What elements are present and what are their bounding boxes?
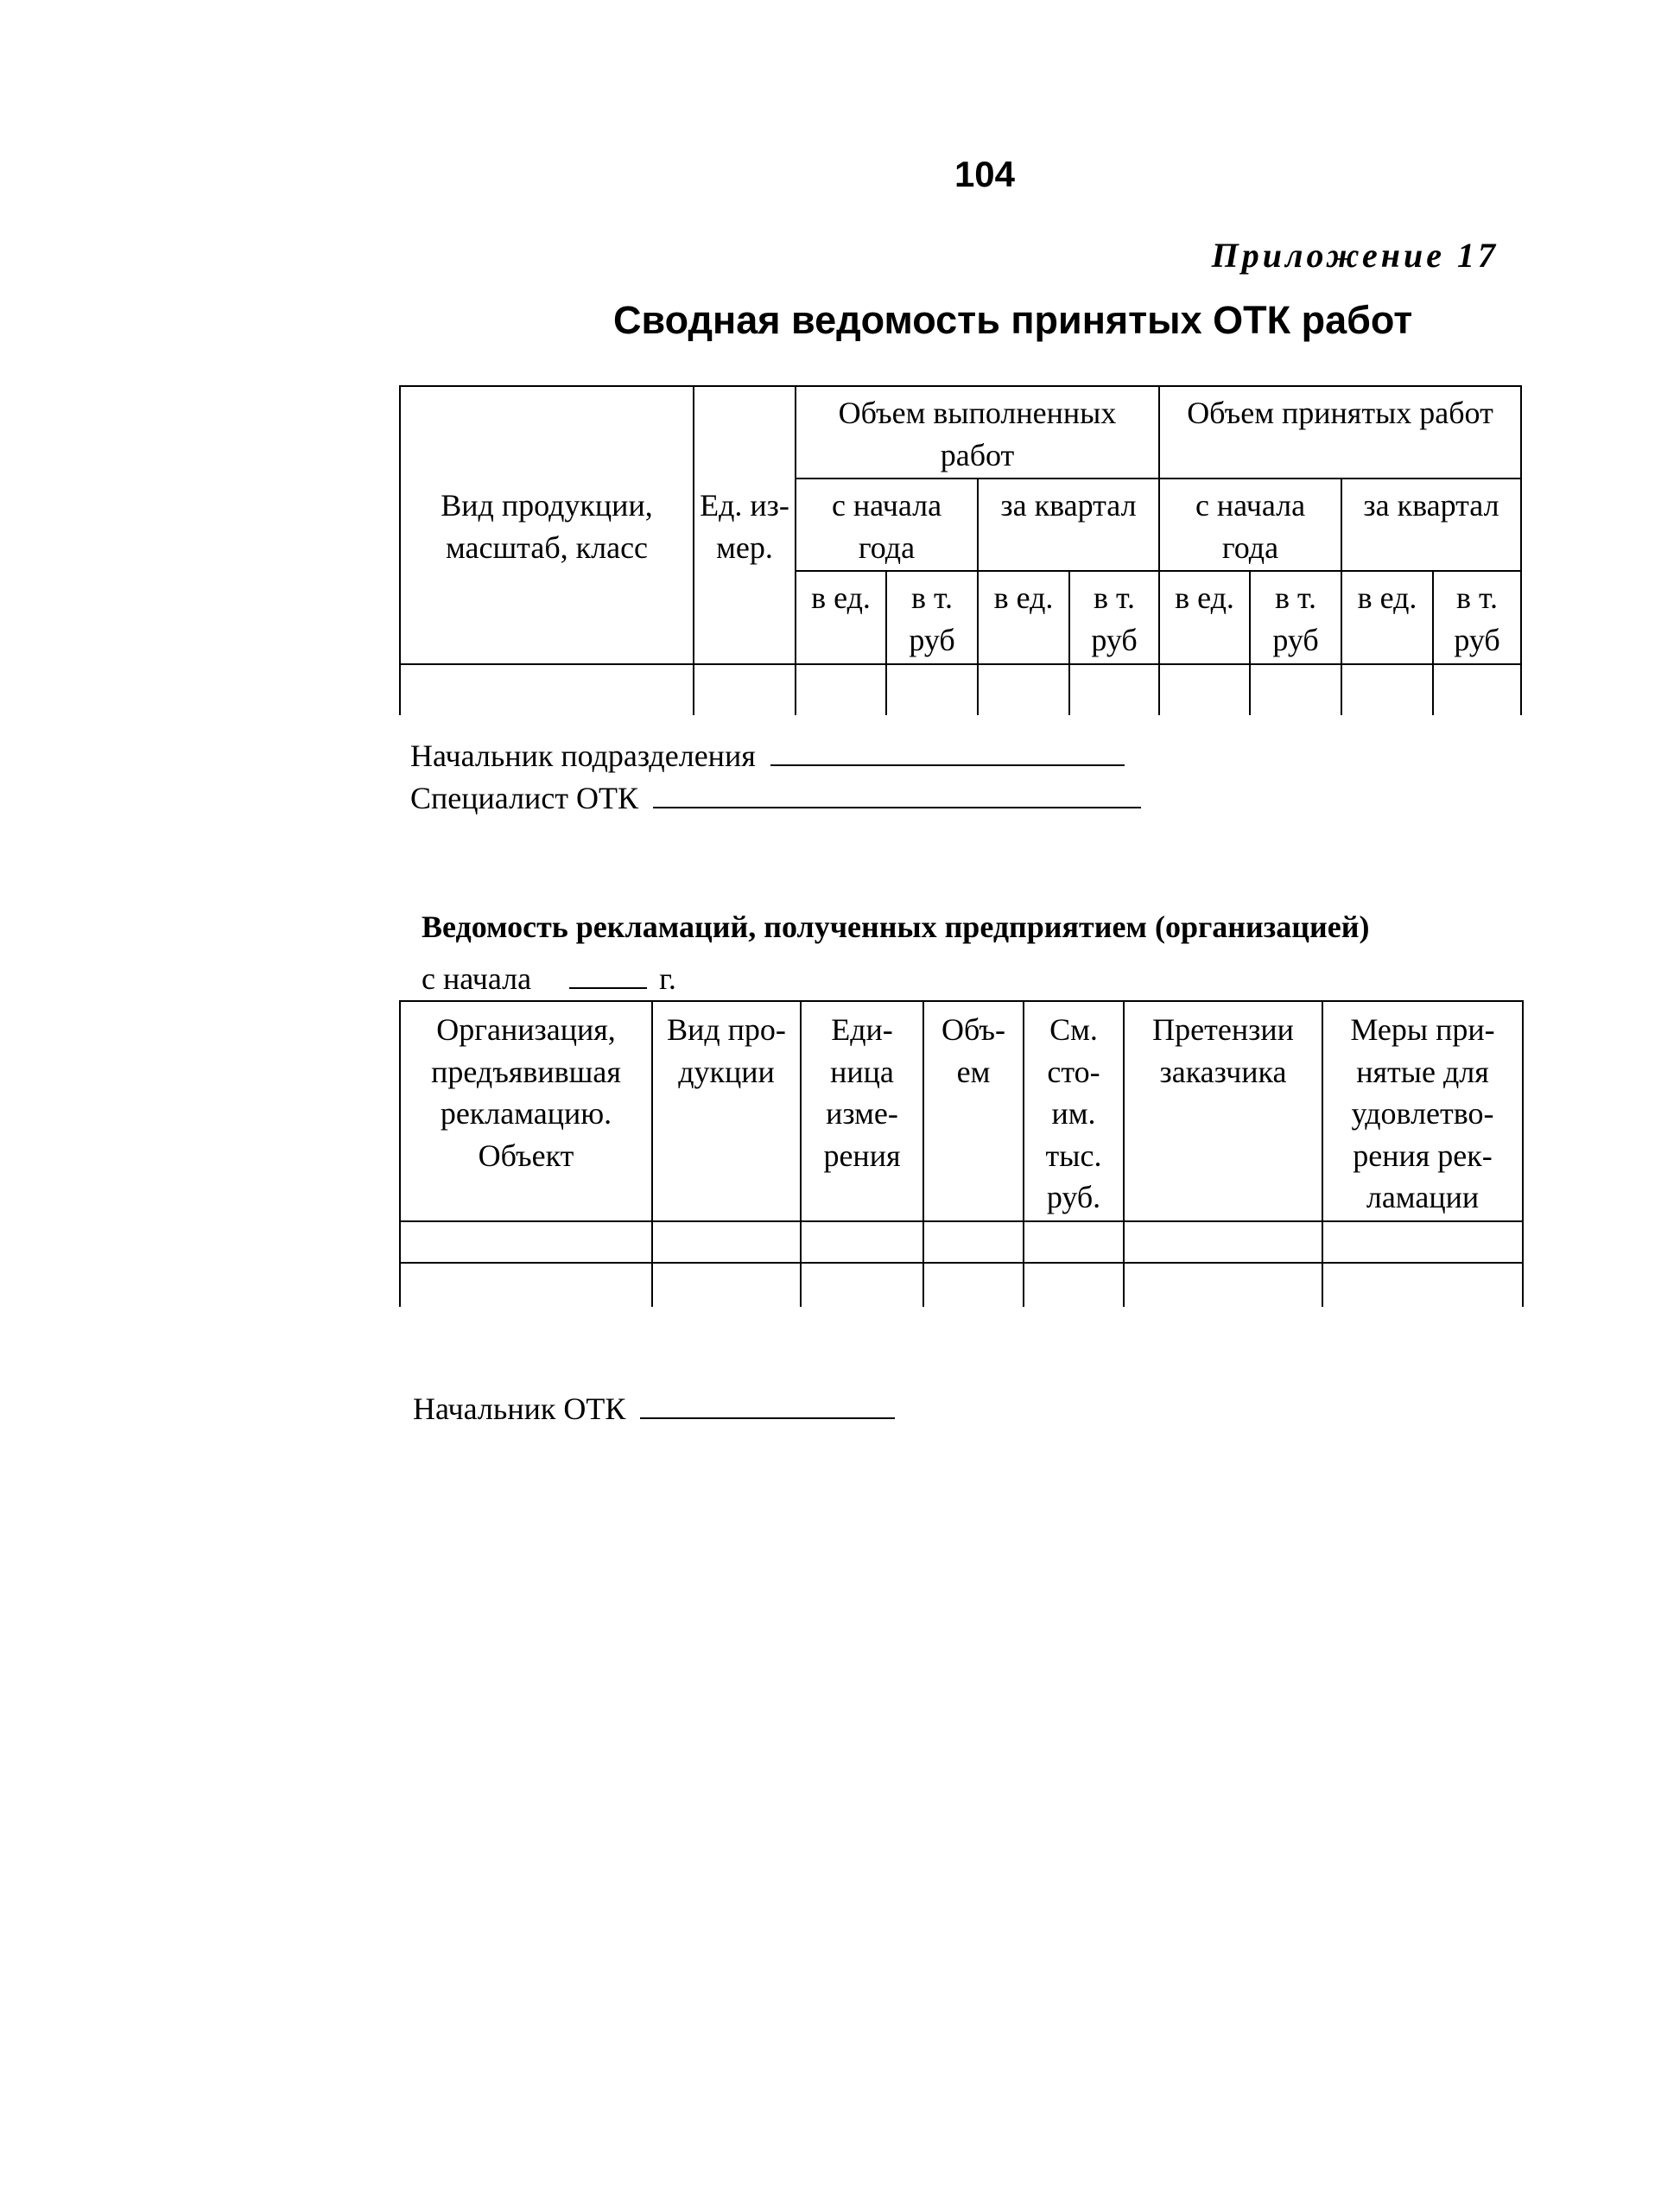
- table-cell[interactable]: [923, 1263, 1024, 1307]
- header-in-thousand-rub: в т. руб: [1069, 571, 1159, 663]
- table-cell[interactable]: [1024, 1221, 1124, 1263]
- year-suffix: г.: [659, 961, 676, 996]
- table-row: [400, 1221, 1523, 1263]
- table-cell[interactable]: [801, 1221, 923, 1263]
- header-in-thousand-rub: в т. руб: [886, 571, 978, 663]
- header-claims: Претензии заказчика: [1124, 1001, 1322, 1221]
- table-cell[interactable]: [1124, 1263, 1322, 1307]
- year-blank[interactable]: [569, 986, 647, 989]
- header-in-units: в ед.: [978, 571, 1069, 663]
- table-cell[interactable]: [1250, 664, 1341, 715]
- table-cell[interactable]: [400, 664, 694, 715]
- signature-otk-specialist: [410, 780, 1141, 816]
- header-unit: Еди-ница изме-рения: [801, 1001, 923, 1221]
- claims-table: [399, 1000, 1524, 1307]
- table-cell[interactable]: [1124, 1221, 1322, 1263]
- table-cell[interactable]: [796, 664, 886, 715]
- form2-title: Ведомость рекламаций, полученных предприятием (организацией): [422, 910, 1370, 944]
- table-cell[interactable]: [1024, 1263, 1124, 1307]
- header-done-from-year-start: с начала года: [796, 479, 978, 571]
- header-in-thousand-rub: в т. руб: [1433, 571, 1521, 663]
- signature-line[interactable]: [653, 806, 1141, 808]
- table-cell[interactable]: [978, 664, 1069, 715]
- acceptance-summary-table: [399, 385, 1522, 715]
- header-cost: См. сто-им. тыс. руб.: [1024, 1001, 1124, 1221]
- table-cell[interactable]: [652, 1263, 801, 1307]
- header-accepted-per-quarter: за квартал: [1341, 479, 1521, 571]
- header-product-type: Вид про-дукции: [652, 1001, 801, 1221]
- table-cell[interactable]: [400, 1221, 652, 1263]
- header-row: [400, 1001, 1523, 1221]
- signature-label: Специалист ОТК: [410, 781, 639, 815]
- header-in-units: в ед.: [796, 571, 886, 663]
- table-cell[interactable]: [1433, 664, 1521, 715]
- table-cell[interactable]: [1159, 664, 1250, 715]
- signature-line[interactable]: [770, 764, 1125, 766]
- table-row: [400, 1263, 1523, 1307]
- header-row-1: [400, 386, 1521, 479]
- header-volume: Объ-ем: [923, 1001, 1024, 1221]
- header-organization: Организация, предъявившая рекламацию. Объект: [400, 1001, 652, 1221]
- since-line: [422, 960, 676, 997]
- signature-label: Начальник ОТК: [413, 1391, 626, 1426]
- table-cell[interactable]: [1322, 1263, 1523, 1307]
- table-cell[interactable]: [652, 1221, 801, 1263]
- table-cell[interactable]: [801, 1263, 923, 1307]
- table-cell[interactable]: [886, 664, 978, 715]
- signature-head-of-unit: [410, 738, 1125, 774]
- signature-line[interactable]: [640, 1417, 895, 1419]
- table-cell[interactable]: [1069, 664, 1159, 715]
- signature-label: Начальник подразделения: [410, 738, 756, 773]
- appendix-label: Приложение 17: [1211, 236, 1499, 275]
- header-accepted-from-year-start: с начала года: [1159, 479, 1341, 571]
- table-cell[interactable]: [400, 1263, 652, 1307]
- header-accepted-volume: Объем принятых работ: [1159, 386, 1521, 479]
- table-cell[interactable]: [694, 664, 796, 715]
- header-in-units: в ед.: [1159, 571, 1250, 663]
- header-measures: Меры при-нятые для удовлетво-рения рек-ламации: [1322, 1001, 1523, 1221]
- form1-title: Сводная ведомость принятых ОТК работ: [613, 298, 1413, 342]
- header-done-per-quarter: за квартал: [978, 479, 1159, 571]
- header-in-units: в ед.: [1341, 571, 1433, 663]
- header-unit: Ед. из-мер.: [694, 386, 796, 664]
- signature-head-of-otk: [413, 1391, 895, 1427]
- page-number: 104: [954, 154, 1016, 194]
- table-cell[interactable]: [1341, 664, 1433, 715]
- header-done-volume: Объем выполненных работ: [796, 386, 1159, 479]
- table-cell[interactable]: [1322, 1221, 1523, 1263]
- table-row: [400, 664, 1521, 715]
- header-product: Вид продукции, масштаб, класс: [400, 386, 694, 664]
- table-cell[interactable]: [923, 1221, 1024, 1263]
- since-label: с начала: [422, 961, 532, 996]
- header-in-thousand-rub: в т. руб: [1250, 571, 1341, 663]
